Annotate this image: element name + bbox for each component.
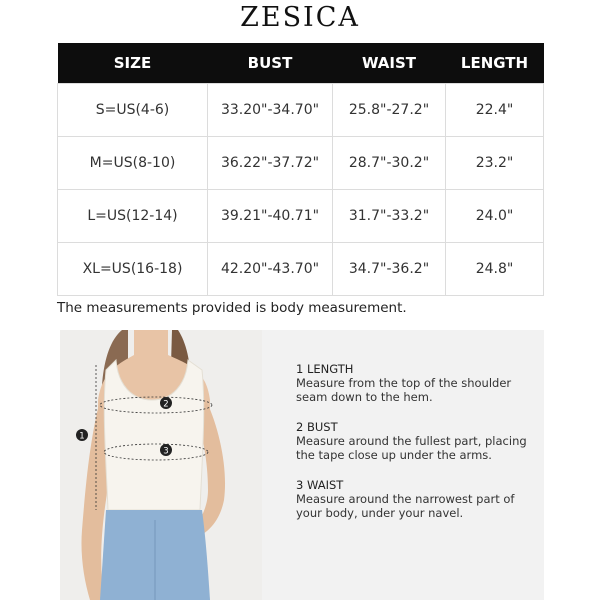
cell-length: 22.4"	[446, 84, 544, 137]
cell-size: L=US(12-14)	[58, 190, 208, 243]
table-header-row	[58, 43, 544, 84]
svg-text:3: 3	[163, 446, 169, 457]
cell-size: XL=US(16-18)	[58, 243, 208, 296]
model-illustration	[60, 330, 262, 600]
measurement-steps	[296, 362, 536, 536]
step-heading: 2 BUST	[296, 420, 338, 434]
marker-bust	[160, 397, 172, 410]
step-text: Measure around the narrowest part of your body, under your navel.	[296, 492, 515, 520]
header-length: LENGTH	[446, 43, 544, 84]
cell-bust: 42.20"-43.70"	[208, 243, 333, 296]
step-text: Measure from the top of the shoulder seam down to the hem.	[296, 376, 512, 404]
step-text: Measure around the fullest part, placing the tape close up under the arms.	[296, 434, 527, 462]
table-row	[58, 190, 544, 243]
measurement-note: The measurements provided is body measurement.	[57, 300, 407, 316]
table-row	[58, 243, 544, 296]
cell-length: 23.2"	[446, 137, 544, 190]
cell-size: S=US(4-6)	[58, 84, 208, 137]
step-bust	[296, 420, 536, 462]
svg-text:2: 2	[163, 399, 169, 410]
header-waist: WAIST	[333, 43, 446, 84]
marker-waist	[160, 444, 172, 457]
cell-waist: 31.7"-33.2"	[333, 190, 446, 243]
brand-logo: ZESICA	[240, 2, 360, 33]
table-row	[58, 137, 544, 190]
svg-text:1: 1	[79, 431, 85, 442]
step-length	[296, 362, 536, 404]
marker-length	[76, 429, 88, 442]
table-row	[58, 84, 544, 137]
cell-bust: 36.22"-37.72"	[208, 137, 333, 190]
step-heading: 3 WAIST	[296, 478, 344, 492]
cell-waist: 25.8"-27.2"	[333, 84, 446, 137]
step-waist	[296, 478, 536, 520]
cell-bust: 33.20"-34.70"	[208, 84, 333, 137]
marker-layer	[60, 330, 262, 600]
cell-size: M=US(8-10)	[58, 137, 208, 190]
cell-bust: 39.21"-40.71"	[208, 190, 333, 243]
header-bust: BUST	[208, 43, 333, 84]
cell-length: 24.8"	[446, 243, 544, 296]
step-heading: 1 LENGTH	[296, 362, 354, 376]
cell-waist: 28.7"-30.2"	[333, 137, 446, 190]
cell-length: 24.0"	[446, 190, 544, 243]
cell-waist: 34.7"-36.2"	[333, 243, 446, 296]
header-size: SIZE	[58, 43, 208, 84]
size-chart-table	[57, 43, 544, 296]
